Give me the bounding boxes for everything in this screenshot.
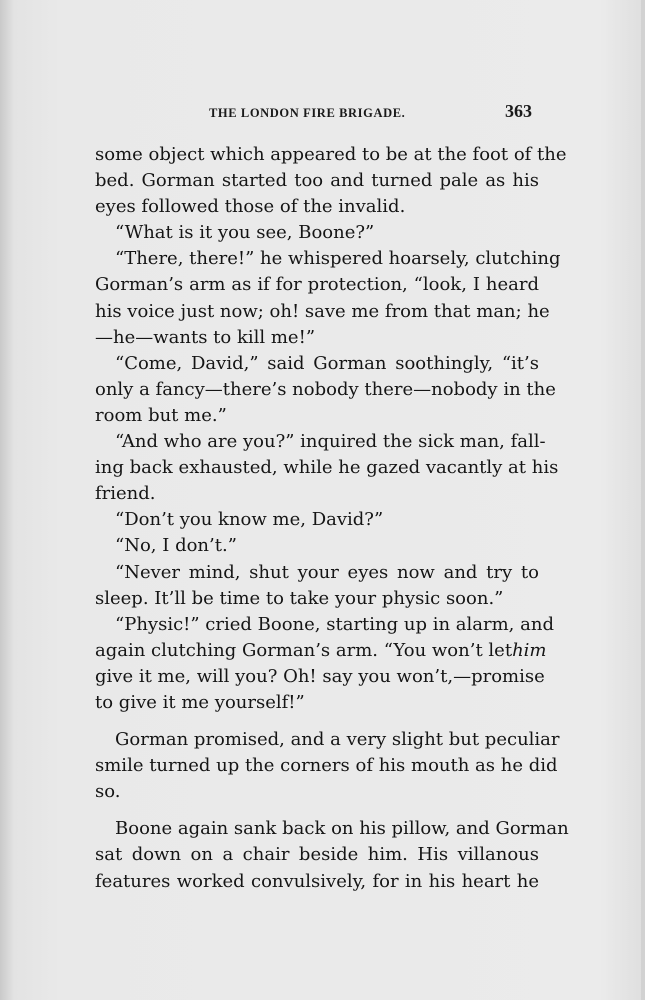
text-line: ing back exhausted, while he gazed vacantly at his: [95, 457, 559, 479]
body-text: [95, 142, 569, 895]
text-line: only a fancy—there’s nobody there—nobody in the: [95, 378, 556, 400]
text-line: “And who are you?” inquired the sick man, fall-: [115, 431, 546, 453]
text-line: Gorman’s arm as if for protection, “look, I heard: [95, 274, 539, 296]
paragraph-gap: [95, 716, 539, 727]
text-line: give it me, will you? Oh! say you won’t,—promise: [95, 665, 545, 687]
text-line: sat down on a chair beside him. His villanous: [95, 844, 539, 866]
text-line: Boone again sank back on his pillow, and Gorman: [115, 818, 569, 840]
text-line: “Don’t you know me, David?”: [115, 509, 384, 531]
text-line: [95, 638, 547, 664]
text-line: his voice just now; oh! save me from that man; he: [95, 300, 550, 322]
text-fragment: again clutching Gorman’s arm. “You won’t let: [95, 639, 513, 661]
text-line: bed. Gorman started too and turned pale as his: [95, 170, 539, 192]
text-line: “Come, David,” said Gorman soothingly, “it’s: [115, 352, 539, 374]
text-line: some object which appeared to be at the foot of the: [95, 144, 567, 165]
paragraph-gap: [95, 805, 539, 816]
text-line: smile turned up the corners of his mouth as he did: [95, 755, 558, 777]
running-head: THE LONDON FIRE BRIGADE.: [209, 106, 406, 120]
page-edge-shadow: [641, 0, 645, 1000]
text-line: features worked convulsively, for in his heart he: [95, 870, 539, 892]
text-line: eyes followed those of the invalid.: [95, 196, 406, 218]
italic-word: him: [512, 639, 547, 661]
text-line: “Never mind, shut your eyes now and try to: [115, 561, 539, 583]
text-line: “No, I don’t.”: [115, 535, 237, 557]
text-line: friend.: [95, 483, 156, 505]
text-line: so.: [95, 781, 121, 803]
page-header: [96, 99, 536, 125]
text-line: Gorman promised, and a very slight but peculiar: [115, 729, 560, 751]
text-line: to give it me yourself!”: [95, 691, 305, 713]
text-line: “Physic!” cried Boone, starting up in alarm, and: [115, 613, 554, 635]
text-line: “There, there!” he whispered hoarsely, clutching: [115, 248, 561, 270]
text-line: room but me.”: [95, 404, 227, 426]
text-line: “What is it you see, Boone?”: [115, 222, 375, 244]
page-number: 363: [505, 101, 532, 121]
text-line: sleep. It’ll be time to take your physic soon.”: [95, 587, 504, 609]
text-line: —he—wants to kill me!”: [95, 326, 316, 348]
